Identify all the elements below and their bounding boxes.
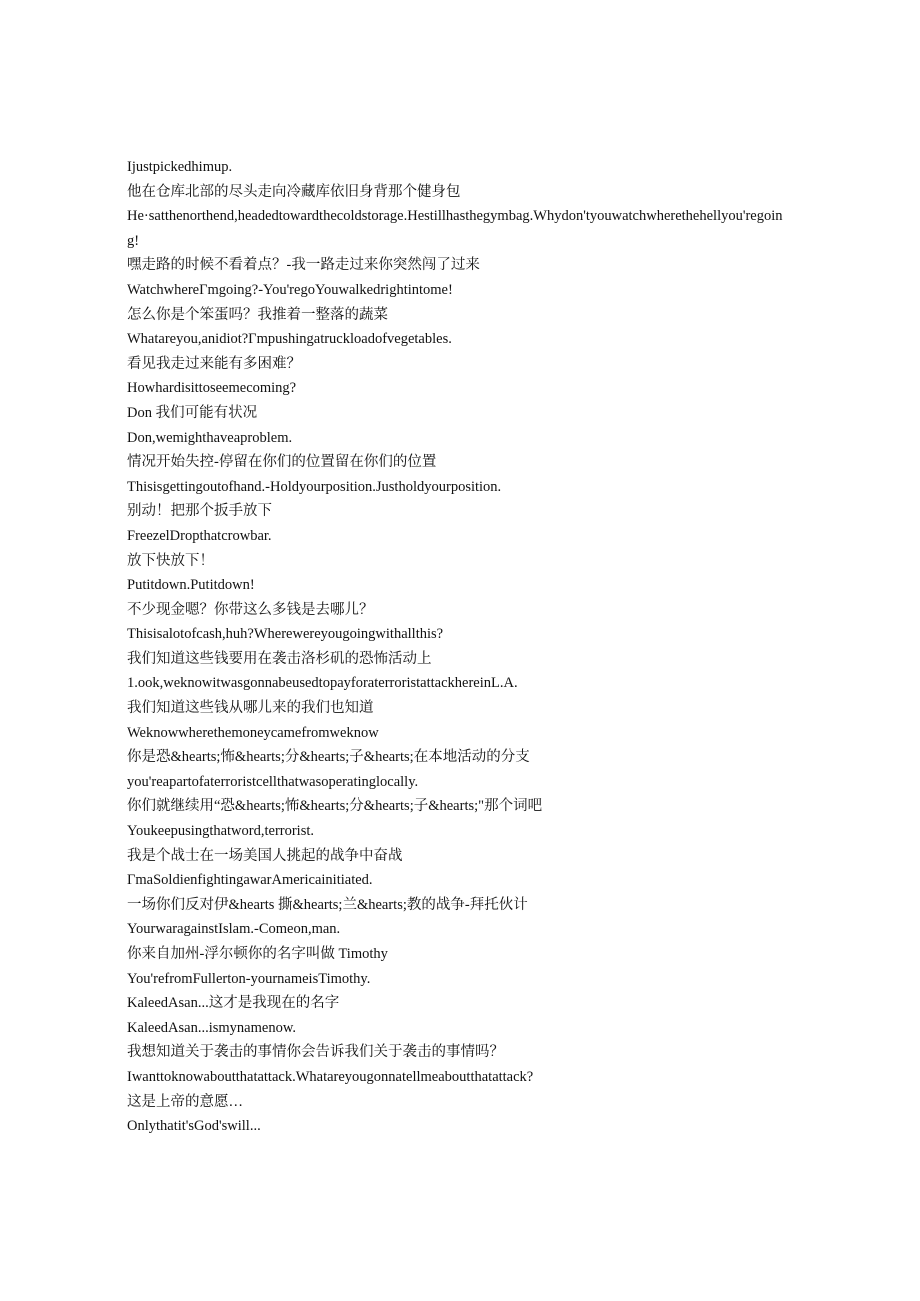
line-13: Thisisgettingoutofhand.-Holdyourposition.Justholdyourposition. (127, 478, 502, 495)
line-3: He·satthenorthend,headedtowardthecoldstorage.Hestillhasthegymbag.Whydon'tyouwatchwherethehellyou'regoing! (127, 208, 783, 249)
line-15: FreezelDropthatcrowbar. (127, 527, 272, 544)
line-36: 我想知道关于袭击的事情你会告诉我们关于袭击的事情吗？ (127, 1044, 504, 1061)
line-38: 这是上帝的意愿… (127, 1093, 243, 1110)
line-35: KaleedAsan...ismynamenow. (127, 1019, 296, 1036)
line-6: 怎么你是个笨蛋吗？我推着一整落的蔬菜 (127, 306, 388, 323)
line-23: Weknowwherethemoneycamefromweknow (127, 724, 379, 741)
line-11: Don,wemighthaveaproblem. (127, 429, 293, 446)
line-20: 我们知道这些钱要用在袭击洛杉矶的恐怖活动上 (127, 650, 432, 667)
line-29: ΓmaSoldienfightingawarAmericainitiated. (127, 872, 373, 889)
line-26: 你们就继续用“恐&hearts;怖&hearts;分&hearts;子&hearts;"那个词吧 (127, 798, 543, 815)
subtitle-transcript (127, 155, 787, 1139)
line-27: Youkeepusingthatword,terrorist. (127, 823, 315, 840)
line-10: Don 我们可能有状况 (127, 404, 258, 421)
line-14: 别动！把那个扳手放下 (127, 503, 272, 520)
line-9: Howhardisittoseemecoming? (127, 380, 297, 397)
line-24: 你是恐&hearts;怖&hearts;分&hearts;子&hearts;在本地活动的分支 (127, 749, 530, 766)
line-21: 1.ook,weknowitwasgonnabeusedtopayforaterroristattackhereinL.A. (127, 675, 518, 692)
line-16: 放下快放下！ (127, 552, 214, 569)
line-25: you'reapartofaterroristcellthatwasoperatinglocally. (127, 773, 419, 790)
line-33: You'refromFullerton-yournameisTimothy. (127, 970, 371, 987)
line-5: WatchwhereΓmgoing?-You'regoYouwalkedrightintome! (127, 281, 453, 298)
line-39: Onlythatit'sGod'swill... (127, 1118, 261, 1135)
line-37: Iwanttoknowaboutthatattack.Whatareyougonnatellmeaboutthatattack? (127, 1068, 534, 1085)
line-17: Putitdown.Putitdown! (127, 577, 255, 594)
line-32: 你来自加州-浮尔顿你的名字叫做 Timothy (127, 946, 388, 962)
line-22: 我们知道这些钱从哪儿来的我们也知道 (127, 700, 374, 717)
line-18: 不少现金嗯？你带这么多钱是去哪儿？ (127, 601, 374, 618)
line-1: Ijustpickedhimup. (127, 159, 233, 175)
line-8: 看见我走过来能有多困难？ (127, 355, 301, 372)
line-2: 他在仓库北部的尽头走向冷藏库依旧身背那个健身包 (127, 183, 461, 200)
line-19: Thisisalotofcash,huh?Wherewereyougoingwithallthis? (127, 626, 444, 643)
line-30: 一场你们反对伊&hearts 撕&hearts;兰&hearts;教的战争-拜托伙计 (127, 896, 528, 913)
line-4: 嘿走路的时候不看着点？-我一路走过来你突然闯了过来 (127, 257, 480, 274)
line-31: YourwaragainstIslam.-Comeon,man. (127, 921, 341, 938)
line-7: Whatareyou,anidiot?Γmpushingatruckloadofvegetables. (127, 331, 452, 348)
line-34: KaleedAsan...这才是我现在的名字 (127, 995, 340, 1012)
line-12: 情况开始失控-停留在你们的位置留在你们的位置 (127, 454, 437, 471)
line-28: 我是个战士在一场美国人挑起的战争中奋战 (127, 847, 403, 864)
